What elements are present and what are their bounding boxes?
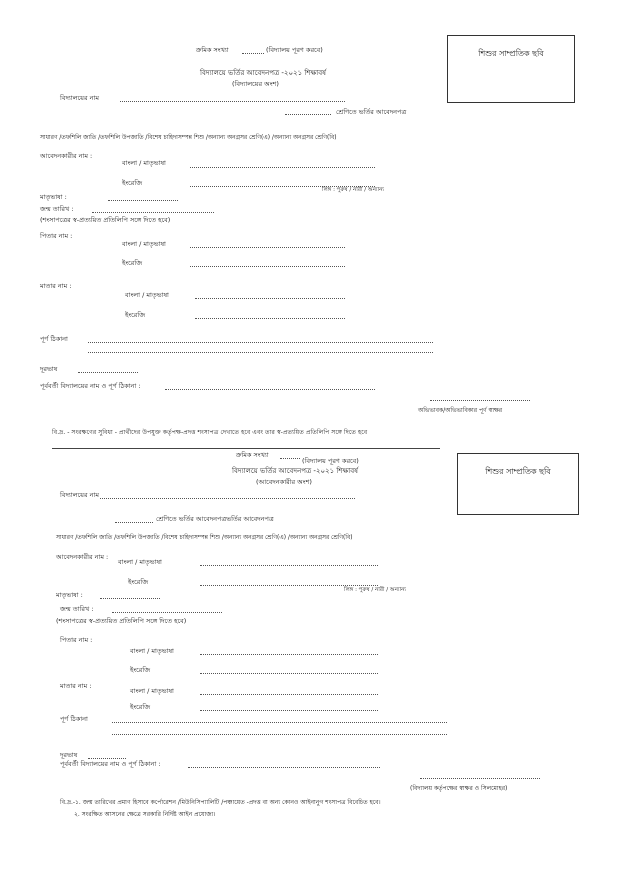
father-english-label: ইংরেজি — [122, 259, 143, 267]
applicant-name-label-bottom: আবেদনকারীর নাম : — [56, 553, 109, 561]
mother-english-label: ইংরেজি — [125, 311, 146, 319]
dob-label: জন্ম তারিখ : — [40, 205, 74, 213]
father-english-field-bottom[interactable] — [200, 673, 378, 674]
class-apply-label: শ্রেণিতে ভর্তির আবেদনপত্র — [336, 108, 407, 116]
applicant-bangla-field-bottom[interactable] — [200, 565, 378, 566]
middle-note: বি.দ্র. - সংরক্ষণের সুবিধা - প্রার্থীদের উপযুক্ত কর্তৃপক্ষ-প্রদত্ত শংসাপত্র দেখাতে হবে এবং তার স্ব-প্রত্যয়িত প্রতিলিপি সঙ্গে দিতে হবে — [52, 429, 368, 436]
copy-note-bottom: (আবেদনকারীর অংশ) — [256, 478, 312, 486]
copy-note: (বিদ্যালয়ের অংশ) — [232, 80, 279, 88]
category-options: সাধারণ /তফশিলি জাতি /তফশিলি উপজাতি /বিশেষ চাহিদাসম্পন্ন শিশু /অন্যান্য অনগ্রসর শ্রেণি(এ) /অন্যান্য অনগ্রসর শ্রেণি(বি) — [40, 135, 337, 141]
applicant-bangla-field[interactable] — [190, 167, 375, 168]
photo-box-bottom — [457, 453, 579, 515]
dob-field[interactable] — [92, 212, 214, 213]
applicant-bangla-label-bottom: বাংলা / মাতৃভাষা — [118, 558, 162, 566]
mother-bangla-field-bottom[interactable] — [200, 694, 378, 695]
class-field[interactable] — [285, 114, 331, 115]
serial-field[interactable] — [242, 53, 264, 54]
class-field-bottom[interactable] — [115, 522, 153, 523]
father-name-label: পিতার নাম : — [40, 232, 73, 240]
mother-english-label-bottom: ইংরেজি — [130, 703, 151, 711]
photo-box — [447, 35, 575, 103]
mother-english-field-bottom[interactable] — [200, 710, 378, 711]
cut-separator — [52, 448, 440, 449]
cert-note: (শংসাপত্রের স্ব-প্রত্যয়িত প্রতিলিপি সঙ্গে দিতে হবে) — [40, 216, 171, 224]
school-name-label-bottom: বিদ্যালয়ের নাম — [60, 491, 99, 499]
school-name-label: বিদ্যালয়ের নাম — [60, 94, 99, 102]
serial-label: ক্রমিক সংখ্যা — [196, 46, 229, 54]
address-label: পূর্ণ ঠিকানা — [40, 335, 68, 343]
school-signature-label: (বিদ্যালয় কর্তৃপক্ষের স্বাক্ষর ও সিলমোহর) — [410, 785, 508, 792]
category-options-bottom: সাধারণ /তফশিলি জাতি /তফশিলি উপজাতি /বিশেষ চাহিদাসম্পন্ন শিশু /অন্যান্য অনগ্রসর শ্রেণি(এ) /অন্যান্য অনগ্রসর শ্রেণি(বি) — [56, 535, 353, 541]
serial-label-bottom: ক্রমিক সংখ্যা — [236, 451, 269, 459]
address-label-bottom: পূর্ণ ঠিকানা — [60, 715, 88, 723]
mother-english-field[interactable] — [195, 318, 345, 319]
father-english-field[interactable] — [190, 266, 345, 267]
mother-tongue-label: মাতৃভাষা : — [40, 193, 67, 201]
guardian-signature-line[interactable] — [430, 400, 530, 401]
prev-school-label: পূর্ববর্তী বিদ্যালয়ের নাম ও পূর্ণ ঠিকানা : — [40, 382, 141, 390]
prev-school-field[interactable] — [165, 389, 375, 390]
gender-label: লিঙ্গ : পুরুষ / নারী / অন্যান্য — [322, 187, 384, 193]
address-field-2[interactable] — [88, 352, 433, 353]
father-bangla-label: বাংলা / মাতৃভাষা — [122, 240, 166, 248]
dob-label-bottom: জন্ম তারিখ : — [60, 605, 94, 613]
mother-tongue-field-bottom[interactable] — [100, 598, 160, 599]
mother-bangla-field[interactable] — [195, 298, 345, 299]
photo-label-bottom: শিশুর সাম্প্রতিক ছবি — [485, 467, 551, 476]
address-field-1[interactable] — [88, 342, 433, 343]
prev-school-label-bottom: পূর্ববর্তী বিদ্যালয়ের নাম ও পূর্ণ ঠিকানা : — [60, 760, 161, 768]
phone-label-bottom: দূরভাষ — [60, 751, 78, 759]
form-title-bottom: বিদ্যালয়ে ভর্তির আবেদনপত্র -২০২১ শিক্ষাবর্ষ — [232, 467, 358, 475]
address-field-bottom-2[interactable] — [112, 734, 447, 735]
mother-bangla-label-bottom: বাংলা / মাতৃভাষা — [130, 687, 174, 695]
footnote-2: ২. সংরক্ষিত আসনের ক্ষেত্রে সরকারি নির্দিষ্ট আইন প্রযোজ্য। — [74, 811, 216, 818]
mother-name-label-bottom: মাতার নাম : — [60, 682, 92, 690]
serial-note-bottom: (বিদ্যালয় পূরণ করবে) — [302, 457, 359, 465]
applicant-english-field-bottom[interactable] — [200, 585, 378, 586]
guardian-signature-label: অভিভাবক/অভিভাবিকার পূর্ণ স্বাক্ষর — [418, 407, 503, 414]
school-name-field[interactable] — [120, 101, 345, 102]
serial-note: (বিদ্যালয় পূরণ করবে) — [266, 46, 323, 54]
school-name-field-bottom[interactable] — [100, 498, 355, 499]
phone-field[interactable] — [78, 372, 138, 373]
applicant-english-label-bottom: ইংরেজি — [128, 578, 149, 586]
father-english-label-bottom: ইংরেজি — [130, 666, 151, 674]
mother-tongue-label-bottom: মাতৃভাষা : — [56, 591, 83, 599]
address-field-bottom-1[interactable] — [112, 722, 447, 723]
dob-field-bottom[interactable] — [112, 612, 222, 613]
gender-label-bottom: লিঙ্গ : পুরুষ / নারী / অন্যান্য — [344, 587, 406, 593]
form-title: বিদ্যালয়ে ভর্তির আবেদনপত্র -২০২১ শিক্ষাবর্ষ — [200, 69, 326, 77]
class-apply-label-bottom: শ্রেণিতে ভর্তির আবেদনপত্রভর্তির আবেদনপত্র — [156, 515, 274, 523]
school-signature-line[interactable] — [420, 778, 540, 779]
applicant-name-label: আবেদনকারীর নাম : — [40, 152, 93, 160]
serial-field-bottom[interactable] — [280, 458, 300, 459]
applicant-bangla-label: বাংলা / মাতৃভাষা — [122, 159, 166, 167]
footnote-1: বি.দ্র.-১. জন্ম তারিখের প্রমাণ হিসাবে কর্পোরেশন /মিউনিসিপ্যালিটি /পঞ্চায়েত -প্রদত্ত বা অন্য কোনও আইনানুগ শংসাপত্র বিবেচিত হবে। — [60, 799, 381, 806]
father-bangla-field[interactable] — [190, 247, 345, 248]
father-bangla-label-bottom: বাংলা / মাতৃভাষা — [130, 647, 174, 655]
cert-note-bottom: (শংসাপত্রের স্ব-প্রত্যয়িত প্রতিলিপি সঙ্গে দিতে হবে) — [56, 617, 187, 625]
mother-tongue-field[interactable] — [108, 200, 178, 201]
father-bangla-field-bottom[interactable] — [200, 654, 378, 655]
phone-label: দূরভাষ — [40, 365, 58, 373]
father-name-label-bottom: পিতার নাম : — [60, 636, 93, 644]
mother-name-label: মাতার নাম : — [40, 282, 72, 290]
applicant-english-label: ইংরেজি — [122, 179, 143, 187]
mother-bangla-label: বাংলা / মাতৃভাষা — [125, 291, 169, 299]
prev-school-field-bottom[interactable] — [188, 767, 380, 768]
photo-label: শিশুর সাম্প্রতিক ছবি — [478, 49, 544, 58]
phone-field-bottom[interactable] — [88, 758, 126, 759]
